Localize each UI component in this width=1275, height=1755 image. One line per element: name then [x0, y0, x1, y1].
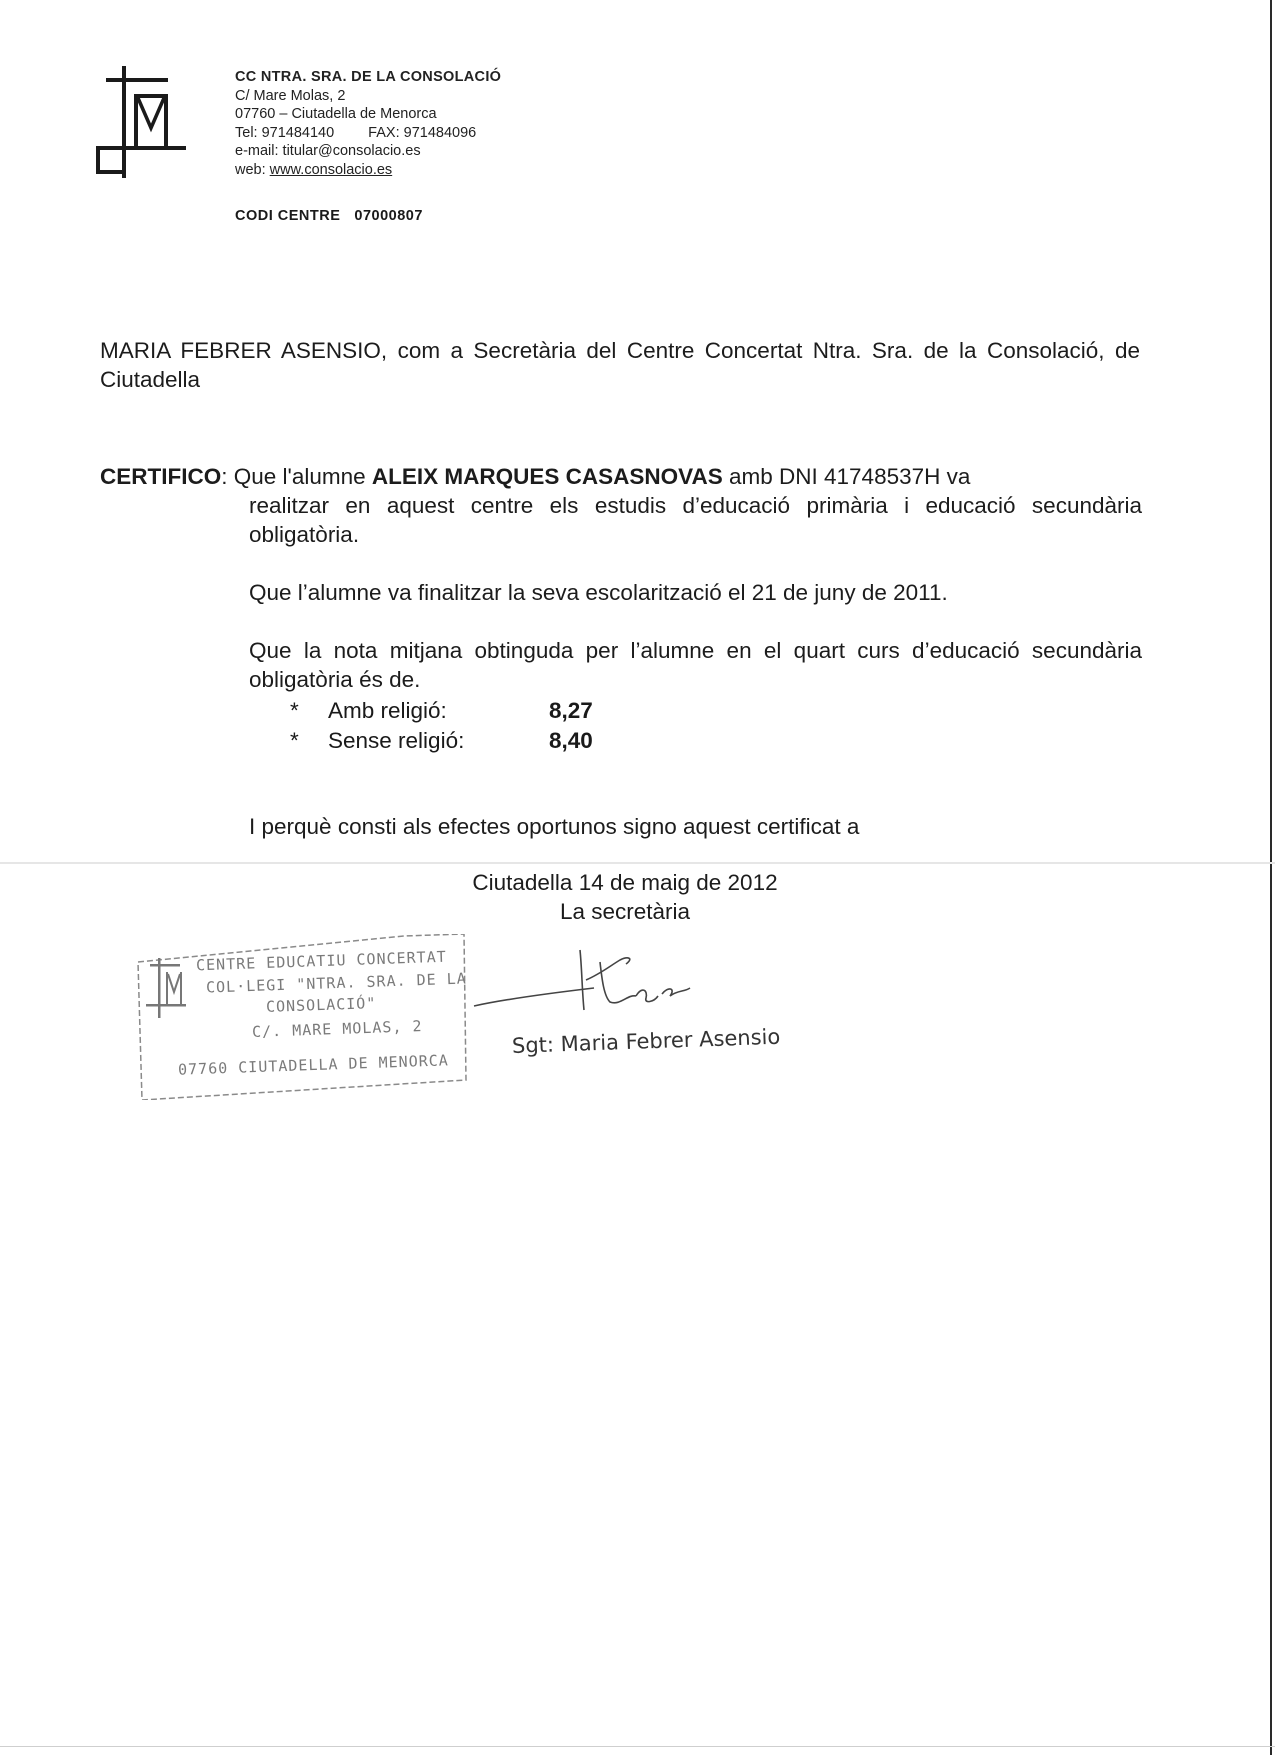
centre-code-label: CODI CENTRE	[235, 208, 341, 224]
stamp-logo-icon	[146, 958, 186, 1018]
website-link[interactable]: www.consolacio.es	[269, 161, 393, 178]
end-schooling-paragraph: Que l’alumne va finalitzar la seva escolarització el 21 de juny de 2011.	[249, 580, 948, 605]
phone: Tel: 971484140	[235, 124, 335, 141]
web-line	[235, 161, 501, 180]
stamp-line: C/. MARE MOLAS, 2	[251, 1017, 423, 1041]
grade-label: Sense religió:	[328, 728, 465, 753]
student-dni: amb DNI 41748537H va	[722, 464, 971, 489]
stamp-line: 07760 CIUTADELLA DE MENORCA	[177, 1051, 450, 1079]
org-name: CC NTRA. SRA. DE LA CONSOLACIÓ	[235, 69, 502, 85]
place-date: Ciutadella 14 de maig de 2012	[472, 870, 778, 895]
school-stamp	[134, 934, 474, 1100]
scan-edge-bottom	[0, 1746, 1275, 1747]
grade-label: Amb religió:	[328, 698, 447, 723]
letterhead	[235, 68, 501, 179]
intro-paragraph: MARIA FEBRER ASENSIO, com a Secretària del Centre Concertat Ntra. Sra. de la Consolació, de Ciutadella	[100, 338, 1140, 392]
centre-code-value: 07000807	[354, 208, 423, 224]
grade-bullet: *	[290, 728, 299, 753]
stamp-line: CENTRE EDUCATIU CONCERTAT	[195, 947, 448, 975]
address: C/ Mare Molas, 2	[235, 87, 346, 104]
grade-value: 8,27	[549, 698, 593, 723]
fax: FAX: 971484096	[368, 124, 477, 141]
phone-fax-line	[235, 124, 501, 143]
paper-fold-line	[0, 862, 1275, 864]
stamp-line: COL·LEGI "NTRA. SRA. DE LA	[205, 969, 468, 997]
certify-line	[100, 462, 1145, 491]
email: titular@consolacio.es	[282, 143, 421, 159]
handwritten-signature	[470, 940, 710, 1020]
web-label: web:	[235, 161, 270, 178]
signer-role: La secretària	[559, 899, 691, 924]
certify-continuation: realitzar en aquest centre els estudis d’educació primària i educació secundària obligatòria.	[249, 493, 1142, 547]
centre-code	[235, 208, 423, 224]
place-date-block	[440, 868, 810, 926]
grade-value: 8,40	[549, 728, 593, 753]
scan-edge	[1270, 0, 1272, 1755]
signer-name: Sgt: Maria Febrer Asensio	[511, 1024, 781, 1058]
school-logo-icon	[96, 66, 196, 178]
email-line	[235, 142, 501, 161]
certify-keyword: CERTIFICO	[100, 464, 222, 489]
closing-paragraph: I perquè consti als efectes oportunos signo aquest certificat a	[249, 814, 860, 839]
certify-lead: : Que l'alumne	[221, 464, 372, 489]
grade-intro-paragraph: Que la nota mitjana obtinguda per l’alumne en el quart curs d’educació secundària obligatòria és de.	[249, 638, 1142, 692]
student-name: ALEIX MARQUES CASASNOVAS	[371, 464, 723, 489]
email-label: e-mail:	[235, 143, 283, 159]
stamp-line: CONSOLACIÓ"	[265, 994, 377, 1016]
city: 07760 – Ciutadella de Menorca	[235, 106, 437, 122]
grade-bullet: *	[290, 698, 299, 723]
